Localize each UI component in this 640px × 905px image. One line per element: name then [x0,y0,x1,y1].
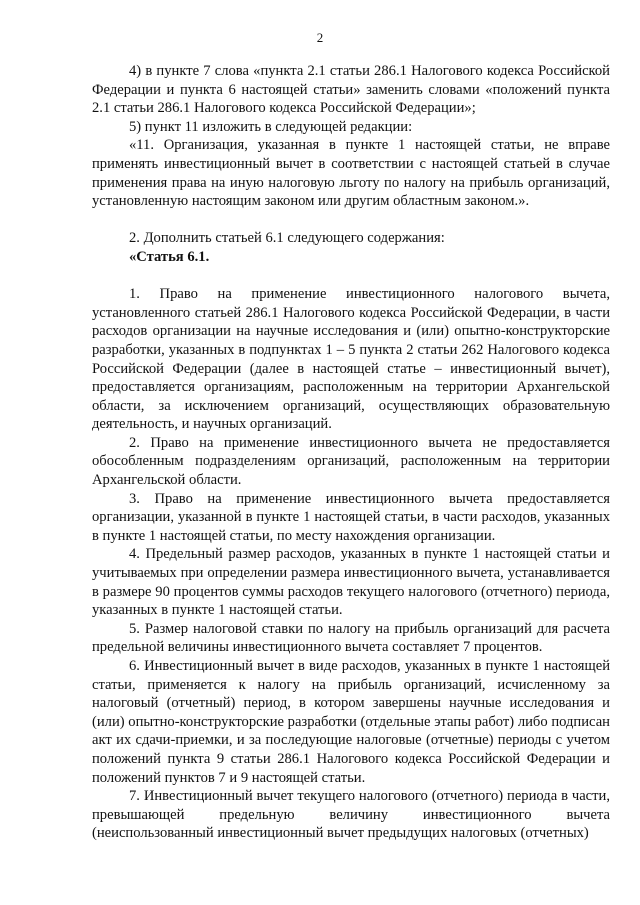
spacer [92,267,610,286]
article-point-3: 3. Право на применение инвестиционного вычета предоставляется организации, указанной в пункте 1 настоящей статьи, в части расходов, указанных в пункте 1 настоящей статьи, по месту нахождения организации. [92,490,610,544]
page-number: 2 [316,30,324,45]
article-point-5: 5. Размер налоговой ставки по налогу на прибыль организаций для расчета предельной величины инвестиционного вычета составляет 7 процентов. [92,620,610,656]
article-heading: «Статья 6.1. [129,248,210,265]
article-point-7: 7. Инвестиционный вычет текущего налогового (отчетного) периода в части, превышающей предельную величину инвестиционного вычета (неиспользованный инвестиционный вычет предыдущих налоговых (отчетных) [92,788,610,842]
article-point-1: 1. Право на применение инвестиционного налогового вычета, установленного статьей 286.1 Налогового кодекса Российской Федерации, в части расходов организации на научные исследования и (или) опытно-конструкторские разработки, указанных в подпунктах 1 – 5 пункта 2 статьи 262 Налогового кодекса Российской Федерации (далее в настоящей статье – инвестиционный вычет), предоставляется организациям, расположенным на территории Архангельской области, за исключением организаций, осуществляющих образовательную деятельность, и научных организаций. [92,286,610,433]
document-body [92,62,610,843]
article-point-2: 2. Право на применение инвестиционного вычета не предоставляется обособленным подразделениям организаций, расположенным на территории Архангельской области. [92,434,610,489]
article-point-6: 6. Инвестиционный вычет в виде расходов, указанных в пункте 1 настоящей статьи, применяется к налогу на прибыль организаций, исчисленному за налоговый (отчетный) период, в котором завершены научные исследования и (или) опытно-конструкторские разработки (отдельные этапы работ) либо подписан акт их сдачи-приемки, и за последующие налоговые (отчетные) периоды с учетом положений пункта 9 статьи 286.1 Налогового кодекса Российской Федерации и положений пунктов 7 и 9 настоящей статьи. [92,658,610,786]
section-2-intro: 2. Дополнить статьей 6.1 следующего содержания: [129,230,445,247]
article-point-4: 4. Предельный размер расходов, указанных в пункте 1 настоящей статьи и учитываемых при определении размера инвестиционного вычета, устанавливается в размере 90 процентов суммы расходов текущего налогового (отчетного) периода, указанных в пункте 1 настоящей статьи. [92,546,610,619]
spacer [92,211,610,230]
paragraph-item-5: 5) пункт 11 изложить в следующей редакции: [129,118,413,135]
paragraph-item-4: 4) в пункте 7 слова «пункта 2.1 статьи 286.1 Налогового кодекса Российской Федерации и пункта 6 настоящей статьи» заменить словами «положений пункта 2.1 статьи 286.1 Налогового кодекса Российской Федерации»; [92,63,610,117]
paragraph-point-11-text: «11. Организация, указанная в пункте 1 настоящей статьи, не вправе применять инвестиционный вычет в соответствии с настоящей статьей в случае применения права на иную налоговую льготу по налогу на прибыль организаций, установленную настоящим законом или другим областным законом.». [92,137,610,210]
